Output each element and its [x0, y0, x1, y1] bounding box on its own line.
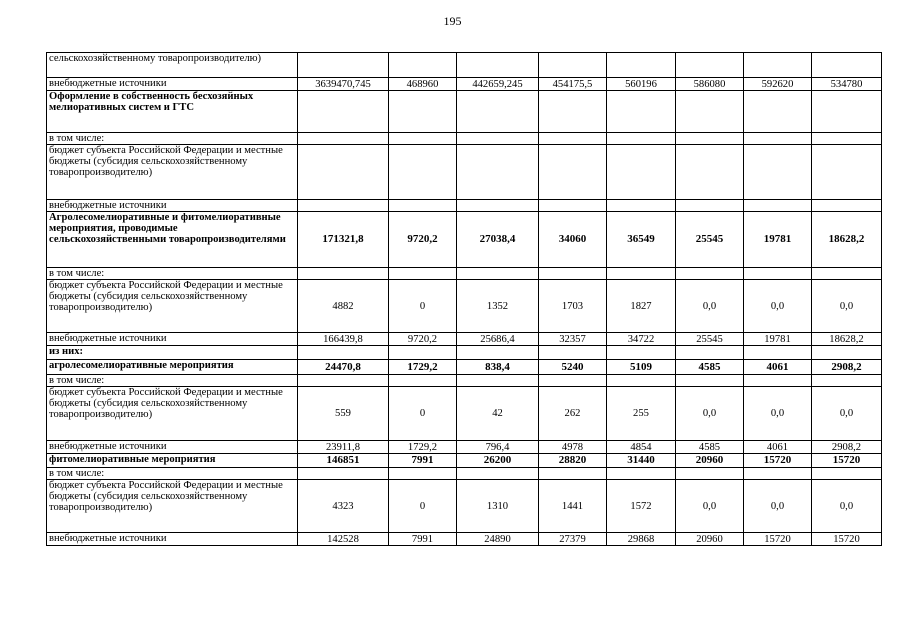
- value-cell: [457, 53, 539, 78]
- value-cell: [676, 91, 744, 133]
- value-cell: [389, 346, 457, 360]
- value-cell: [389, 91, 457, 133]
- value-cell: [744, 375, 812, 387]
- value-cell: [298, 91, 389, 133]
- value-cell: [539, 145, 607, 200]
- value-cell: [812, 53, 882, 78]
- value-cell: 4978: [539, 441, 607, 454]
- row-label: бюджет субъекта Российской Федерации и местные бюджеты (субсидия сельскохозяйственному товаропроизводителю): [47, 480, 298, 533]
- value-cell: 15720: [812, 533, 882, 546]
- value-cell: 20960: [676, 454, 744, 468]
- value-cell: 534780: [812, 78, 882, 91]
- table-row: [47, 454, 882, 468]
- row-label: бюджет субъекта Российской Федерации и местные бюджеты (субсидия сельскохозяйственному товаропроизводителю): [47, 387, 298, 441]
- row-label: бюджет субъекта Российской Федерации и местные бюджеты (субсидия сельскохозяйственному товаропроизводителю): [47, 145, 298, 200]
- value-cell: [389, 200, 457, 212]
- table-row: [47, 480, 882, 533]
- value-cell: 1441: [539, 480, 607, 533]
- value-cell: 4585: [676, 441, 744, 454]
- value-cell: 796,4: [457, 441, 539, 454]
- value-cell: 9720,2: [389, 212, 457, 268]
- value-cell: 0: [389, 280, 457, 333]
- value-cell: 166439,8: [298, 333, 389, 346]
- value-cell: [389, 53, 457, 78]
- value-cell: [539, 133, 607, 145]
- value-cell: 586080: [676, 78, 744, 91]
- row-label: внебюджетные источники: [47, 533, 298, 546]
- value-cell: 4323: [298, 480, 389, 533]
- value-cell: 27038,4: [457, 212, 539, 268]
- table-row: [47, 212, 882, 268]
- value-cell: 7991: [389, 533, 457, 546]
- value-cell: 36549: [607, 212, 676, 268]
- value-cell: [457, 346, 539, 360]
- value-cell: [457, 375, 539, 387]
- row-label: сельскохозяйственному товаропроизводителю): [47, 53, 298, 78]
- value-cell: 0,0: [676, 280, 744, 333]
- row-label: внебюджетные источники: [47, 200, 298, 212]
- value-cell: 1310: [457, 480, 539, 533]
- value-cell: 262: [539, 387, 607, 441]
- value-cell: 3639470,745: [298, 78, 389, 91]
- value-cell: [457, 91, 539, 133]
- value-cell: [607, 268, 676, 280]
- value-cell: 0,0: [744, 480, 812, 533]
- value-cell: [389, 133, 457, 145]
- value-cell: [298, 200, 389, 212]
- value-cell: [607, 53, 676, 78]
- value-cell: [539, 53, 607, 78]
- value-cell: 15720: [812, 454, 882, 468]
- value-cell: 7991: [389, 454, 457, 468]
- value-cell: [457, 468, 539, 480]
- row-label: внебюджетные источники: [47, 333, 298, 346]
- value-cell: 0,0: [812, 280, 882, 333]
- value-cell: 0,0: [744, 387, 812, 441]
- value-cell: [539, 346, 607, 360]
- value-cell: 42: [457, 387, 539, 441]
- value-cell: 34722: [607, 333, 676, 346]
- value-cell: 23911,8: [298, 441, 389, 454]
- value-cell: [457, 268, 539, 280]
- value-cell: [607, 200, 676, 212]
- value-cell: 15720: [744, 533, 812, 546]
- value-cell: 142528: [298, 533, 389, 546]
- budget-table: [46, 52, 882, 546]
- value-cell: 9720,2: [389, 333, 457, 346]
- value-cell: 29868: [607, 533, 676, 546]
- value-cell: [298, 346, 389, 360]
- table-row: [47, 346, 882, 360]
- value-cell: 2908,2: [812, 441, 882, 454]
- value-cell: [607, 375, 676, 387]
- value-cell: 2908,2: [812, 360, 882, 375]
- table-row: [47, 78, 882, 91]
- value-cell: [457, 133, 539, 145]
- value-cell: 4882: [298, 280, 389, 333]
- value-cell: [676, 468, 744, 480]
- value-cell: 0,0: [812, 387, 882, 441]
- value-cell: [298, 133, 389, 145]
- value-cell: [676, 346, 744, 360]
- value-cell: 15720: [744, 454, 812, 468]
- table-row: [47, 268, 882, 280]
- value-cell: 0: [389, 387, 457, 441]
- row-label: в том числе:: [47, 268, 298, 280]
- value-cell: 1703: [539, 280, 607, 333]
- row-label: в том числе:: [47, 133, 298, 145]
- value-cell: 1572: [607, 480, 676, 533]
- row-label: в том числе:: [47, 468, 298, 480]
- table-row: [47, 387, 882, 441]
- table-row: [47, 468, 882, 480]
- row-label: внебюджетные источники: [47, 441, 298, 454]
- table-row: [47, 91, 882, 133]
- value-cell: [298, 268, 389, 280]
- row-label: Оформление в собственность бесхозяйных мелиоративных систем и ГТС: [47, 91, 298, 133]
- value-cell: 1827: [607, 280, 676, 333]
- value-cell: [539, 375, 607, 387]
- value-cell: 32357: [539, 333, 607, 346]
- value-cell: 19781: [744, 212, 812, 268]
- value-cell: [812, 268, 882, 280]
- value-cell: [676, 200, 744, 212]
- value-cell: [389, 468, 457, 480]
- value-cell: [812, 346, 882, 360]
- row-label: из них:: [47, 346, 298, 360]
- value-cell: [744, 346, 812, 360]
- value-cell: [298, 375, 389, 387]
- value-cell: [607, 145, 676, 200]
- value-cell: 25686,4: [457, 333, 539, 346]
- page-number: 195: [443, 14, 462, 28]
- value-cell: [676, 133, 744, 145]
- value-cell: [676, 268, 744, 280]
- value-cell: 560196: [607, 78, 676, 91]
- value-cell: 19781: [744, 333, 812, 346]
- value-cell: 1729,2: [389, 360, 457, 375]
- value-cell: 171321,8: [298, 212, 389, 268]
- value-cell: [812, 145, 882, 200]
- table-row: [47, 533, 882, 546]
- value-cell: 0,0: [744, 280, 812, 333]
- value-cell: [607, 346, 676, 360]
- value-cell: 454175,5: [539, 78, 607, 91]
- value-cell: [539, 200, 607, 212]
- value-cell: [812, 91, 882, 133]
- value-cell: [298, 468, 389, 480]
- value-cell: [389, 145, 457, 200]
- value-cell: 559: [298, 387, 389, 441]
- table-row: [47, 280, 882, 333]
- value-cell: [744, 200, 812, 212]
- table-body: [47, 53, 882, 546]
- row-label: в том числе:: [47, 375, 298, 387]
- value-cell: 4585: [676, 360, 744, 375]
- value-cell: 255: [607, 387, 676, 441]
- value-cell: 1729,2: [389, 441, 457, 454]
- table-row: [47, 360, 882, 375]
- value-cell: [298, 145, 389, 200]
- table-row: [47, 145, 882, 200]
- value-cell: 20960: [676, 533, 744, 546]
- row-label: Агролесомелиоративные и фитомелиоративные мероприятия, проводимые сельскохозяйственными товаропроизводителями: [47, 212, 298, 268]
- value-cell: 838,4: [457, 360, 539, 375]
- value-cell: 0,0: [676, 480, 744, 533]
- value-cell: 24470,8: [298, 360, 389, 375]
- value-cell: 0,0: [676, 387, 744, 441]
- value-cell: 25545: [676, 212, 744, 268]
- value-cell: [676, 145, 744, 200]
- value-cell: 5109: [607, 360, 676, 375]
- value-cell: [744, 468, 812, 480]
- value-cell: [298, 53, 389, 78]
- value-cell: [676, 53, 744, 78]
- value-cell: 31440: [607, 454, 676, 468]
- row-label: фитомелиоративные мероприятия: [47, 454, 298, 468]
- value-cell: 146851: [298, 454, 389, 468]
- table-row: [47, 200, 882, 212]
- value-cell: 26200: [457, 454, 539, 468]
- value-cell: [744, 91, 812, 133]
- table-row: [47, 53, 882, 78]
- value-cell: [539, 468, 607, 480]
- value-cell: 25545: [676, 333, 744, 346]
- value-cell: [744, 133, 812, 145]
- value-cell: 18628,2: [812, 212, 882, 268]
- value-cell: [607, 133, 676, 145]
- value-cell: 0,0: [812, 480, 882, 533]
- value-cell: 5240: [539, 360, 607, 375]
- value-cell: 24890: [457, 533, 539, 546]
- value-cell: [812, 375, 882, 387]
- value-cell: 4854: [607, 441, 676, 454]
- value-cell: [457, 200, 539, 212]
- row-label: агролесомелиоративные мероприятия: [47, 360, 298, 375]
- value-cell: [539, 268, 607, 280]
- value-cell: 1352: [457, 280, 539, 333]
- value-cell: [812, 468, 882, 480]
- value-cell: 0: [389, 480, 457, 533]
- value-cell: 27379: [539, 533, 607, 546]
- value-cell: 442659,245: [457, 78, 539, 91]
- value-cell: 592620: [744, 78, 812, 91]
- value-cell: [744, 53, 812, 78]
- value-cell: [812, 200, 882, 212]
- table-row: [47, 333, 882, 346]
- table-row: [47, 133, 882, 145]
- row-label: внебюджетные источники: [47, 78, 298, 91]
- value-cell: 4061: [744, 360, 812, 375]
- value-cell: [457, 145, 539, 200]
- value-cell: [389, 375, 457, 387]
- value-cell: [389, 268, 457, 280]
- value-cell: [812, 133, 882, 145]
- value-cell: 468960: [389, 78, 457, 91]
- value-cell: 34060: [539, 212, 607, 268]
- value-cell: [539, 91, 607, 133]
- table-row: [47, 375, 882, 387]
- table-row: [47, 441, 882, 454]
- row-label: бюджет субъекта Российской Федерации и местные бюджеты (субсидия сельскохозяйственному товаропроизводителю): [47, 280, 298, 333]
- value-cell: [607, 468, 676, 480]
- value-cell: [607, 91, 676, 133]
- value-cell: 28820: [539, 454, 607, 468]
- value-cell: [744, 268, 812, 280]
- value-cell: [676, 375, 744, 387]
- value-cell: [744, 145, 812, 200]
- value-cell: 4061: [744, 441, 812, 454]
- value-cell: 18628,2: [812, 333, 882, 346]
